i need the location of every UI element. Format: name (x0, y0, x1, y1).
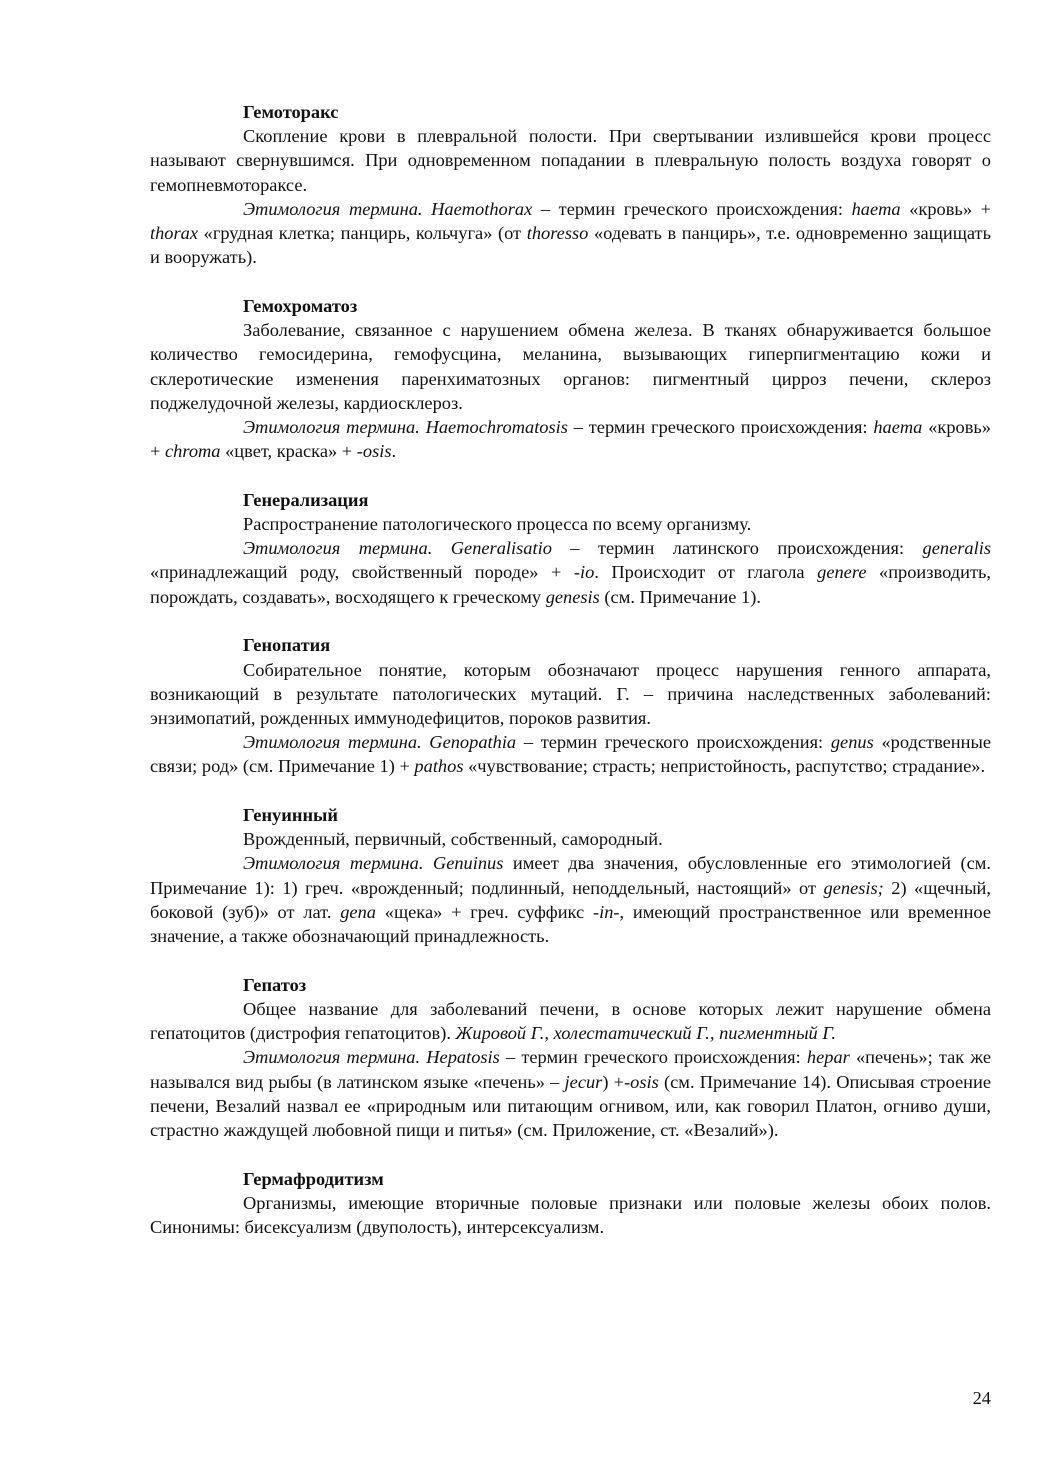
entry-definition (150, 997, 991, 1045)
glossary-entry (150, 294, 991, 463)
italic-run: pathos (414, 756, 464, 777)
glossary-entry (150, 633, 991, 778)
text-run: «одевать в панцирь», т.е. одновременно защищать и вооружать). (150, 223, 991, 268)
text-run: . (391, 441, 397, 462)
text-run: Заболевание, связанное с нарушением обмена железа. В тканях обнаруживается большое количество гемосидерина, гемофусцина, меланина, вызывающих гиперпигментацию кожи и склеротические изменения паренхиматозных органов: пигментный цирроз печени, склероз поджелудочной железы, кардиосклероз. (150, 320, 991, 413)
entry-title: Генуинный (243, 805, 338, 826)
text-run: «производить, порождать, создавать», восходящего к греческому (150, 562, 991, 607)
entry-etymology (150, 536, 991, 609)
text-run: Распространение патологического процесса по всему организму. (243, 514, 752, 535)
italic-run: Этимология термина. Genuinus (243, 853, 504, 874)
entry-definition (150, 1191, 991, 1239)
entry-definition (150, 658, 991, 731)
text-run: 2) «щечный, боковой (зуб)» от лат. (150, 877, 991, 922)
italic-run: haema (873, 416, 923, 437)
italic-run: genesis (545, 586, 600, 607)
text-run: Общее название для заболеваний печени, в основе которых лежит нарушение обмена гепатоцитов (дистрофия гепатоцитов). (150, 999, 991, 1044)
text-run: ) + (602, 1071, 625, 1092)
page-number: 24 (972, 1388, 991, 1408)
text-run: Скопление крови в плевральной полости. При свертывании излившейся крови процесс называют свернувшимся. При одновременном попадании в плевральную полость воздуха говорят о гемопневмотораксе. (150, 126, 991, 195)
entry-title: Гермафродитизм (243, 1168, 384, 1189)
italic-run: genesis; (823, 877, 884, 898)
entry-etymology (150, 730, 991, 778)
entry-definition (150, 318, 991, 415)
italic-run: chroma (164, 441, 221, 462)
text-run: – термин греческого происхождения: (532, 198, 852, 219)
glossary-entry (150, 803, 991, 948)
italic-run: thorax (150, 223, 199, 244)
italic-run: Этимология термина. Haemochromatosis (243, 416, 568, 437)
italic-run: genus (830, 732, 874, 753)
text-run: «принадлежащий роду, свойственный породе» + (150, 562, 574, 583)
italic-run: Этимология термина. Haemothorax (243, 198, 533, 219)
entry-title: Гепатоз (243, 974, 307, 995)
text-run: (см. Примечание 14). Описывая строение печени, Везалий назвал ее «природным или питающим огнивом, или, как говорил Платон, огниво души, страстно жаждущей любовной пищи и питья» (см. Приложение, ст. «Везалий»). (150, 1071, 992, 1141)
text-run: «родственные связи; род» (см. Примечание 1) + (150, 732, 992, 777)
italic-run: haema (851, 198, 901, 219)
text-run: «грудная клетка; панцирь, кольчуга» (от (198, 223, 527, 244)
italic-run: -osis (624, 1071, 659, 1092)
glossary-entry (150, 973, 991, 1142)
italic-run: jecur (564, 1071, 603, 1092)
text-run: – термин латинского происхождения: (551, 538, 923, 559)
entry-title: Генерализация (243, 489, 369, 510)
entry-title: Генопатия (243, 635, 331, 656)
italic-run: -io (573, 562, 595, 583)
italic-run: hepar (806, 1047, 850, 1068)
text-run: – термин греческого происхождения: (516, 732, 831, 753)
text-run: , имеющий пространственное или временное значение, а также обозначающий принадлежность. (150, 901, 992, 947)
glossary-entry (150, 1167, 991, 1240)
italic-run: gena (340, 901, 376, 922)
entry-definition (150, 124, 991, 197)
document-body (150, 100, 991, 1264)
entry-etymology (150, 851, 991, 948)
italic-run: Этимология термина. Generalisatio (243, 538, 552, 559)
italic-run: generalis (922, 538, 991, 559)
text-run: Врожденный, первичный, собственный, самородный. (243, 829, 663, 850)
text-run: «кровь» + (150, 416, 991, 462)
entry-etymology (150, 415, 991, 463)
text-run: . Происходит от глагола (594, 562, 818, 583)
text-run: «печень»; так же назывался вид рыбы (в латинском языке «печень» – (150, 1047, 991, 1092)
entry-definition (150, 512, 991, 536)
text-run: – термин греческого происхождения: (499, 1047, 807, 1068)
italic-run: thoresso (526, 223, 589, 244)
entry-title: Гемохроматоз (243, 295, 358, 316)
italic-run: Жировой Г., холестатический Г., пигментный Г. (455, 1023, 836, 1044)
italic-run: genere (817, 562, 867, 583)
entry-definition (150, 827, 991, 851)
entry-etymology (150, 1045, 991, 1142)
entry-etymology (150, 197, 991, 270)
text-run: «кровь» + (900, 198, 991, 219)
text-run: (см. Примечание 1). (599, 586, 761, 607)
italic-run: -osis (356, 441, 392, 462)
italic-run: Этимология термина. Hepatosis (243, 1047, 500, 1068)
glossary-entry (150, 488, 991, 609)
text-run: – термин греческого происхождения: (567, 416, 874, 437)
text-run: «щека» + греч. суффикс (375, 901, 593, 922)
italic-run: Этимология термина. Genopathia (243, 732, 517, 753)
text-run: Собирательное понятие, которым обозначают процесс нарушения генного аппарата, возникающий в результате патологических мутаций. Г. – причина наследственных заболеваний: энзимопатий, рожденных иммунодефицитов, пороков развития. (150, 659, 991, 728)
text-run: «чувствование; страсть; непристойность, распутство; страдание». (463, 756, 986, 777)
entry-title: Гемоторакс (243, 102, 339, 122)
glossary-entry (150, 100, 991, 269)
text-run: «цвет, краска» + (220, 441, 357, 462)
italic-run: -in- (592, 901, 620, 922)
text-run: имеет два значения, обусловленные его этимологией (см. Примечание 1): 1) греч. «врожденный; подлинный, неподдельный, настоящий» от (150, 853, 992, 898)
text-run: Организмы, имеющие вторичные половые признаки или половые железы обоих полов. Синонимы: бисексуализм (двуполость), интерсексуализм. (150, 1192, 991, 1238)
